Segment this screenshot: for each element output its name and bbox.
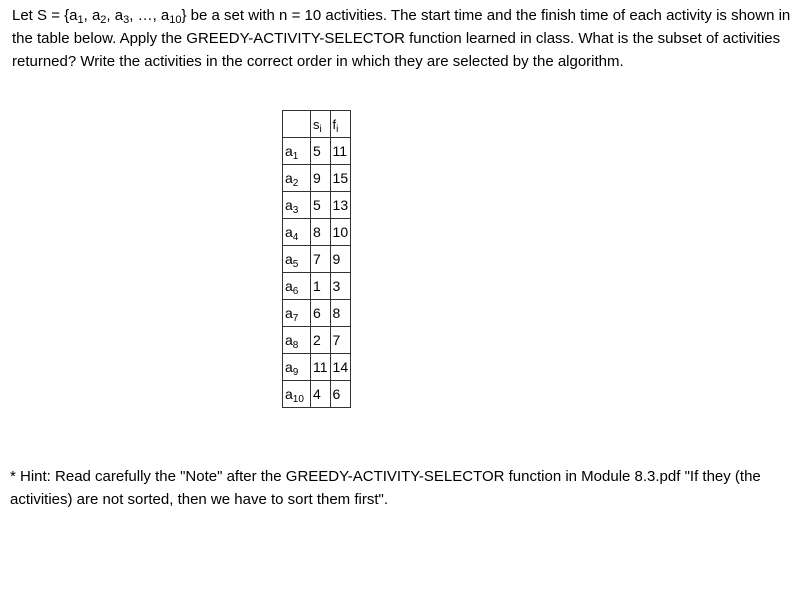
activity-name-cell: $a_8$ [283,327,311,354]
table-row [283,219,351,246]
subscript: 1 [77,14,84,26]
question-text: Let $S = \{a_1$, $a_2$, $a_3$, …, $a_{10}$} be a set with n = 10 activities. The start time and the finish time of each activity is shown in the table below. Apply the GREEDY-ACTIVITY-SELECTOR function learned in class. What is the subset of activities returned? Write the activities in the correct order in which they are selected by the algorithm. [12,7,791,70]
activity-name-cell: $a_2$ [283,165,311,192]
table-row [283,246,351,273]
table-header-row [283,111,351,138]
finish-time-cell: 6 [330,381,351,408]
subscript: 2 [100,14,107,26]
table-row [283,327,351,354]
activity-name-cell: $a_5$ [283,246,311,273]
subscript: 3 [123,14,130,26]
activity-table [282,110,351,408]
activity-name-cell: $a_4$ [283,219,311,246]
start-time-cell: 2 [311,327,331,354]
start-time-cell: 1 [311,273,331,300]
table-row [283,300,351,327]
finish-time-cell: 15 [330,165,351,192]
table-row [283,273,351,300]
finish-time-cell: 8 [330,300,351,327]
activity-name-cell: $a_7$ [283,300,311,327]
finish-time-cell: 11 [330,138,351,165]
start-time-cell: 4 [311,381,331,408]
start-time-cell: 9 [311,165,331,192]
activity-name-cell: $a_1$ [283,138,311,165]
table-row [283,192,351,219]
hint-text: * Hint: Read carefully the "Note" after the GREEDY-ACTIVITY-SELECTOR function in Module 8.3.pdf "If they (the activities) are not sorted, then we have to sort them first". [10,468,761,508]
table-row [283,138,351,165]
start-time-cell: 7 [311,246,331,273]
finish-time-cell: 9 [330,246,351,273]
start-time-cell: 11 [311,354,331,381]
table-row [283,165,351,192]
finish-time-cell: 3 [330,273,351,300]
start-time-cell: 6 [311,300,331,327]
header-finish-time: $f_i$ [330,111,351,138]
activity-name-cell: $a_9$ [283,354,311,381]
activity-name-cell: $a_3$ [283,192,311,219]
start-time-cell: 8 [311,219,331,246]
finish-time-cell: 10 [330,219,351,246]
start-time-cell: 5 [311,192,331,219]
finish-time-cell: 13 [330,192,351,219]
start-time-cell: 5 [311,138,331,165]
subscript: 10 [169,14,182,26]
table-row [283,354,351,381]
activity-name-cell: $a_6$ [283,273,311,300]
header-corner-cell [283,111,311,138]
activity-name-cell: $a_{10}$ [283,381,311,408]
header-start-time: $s_i$ [311,111,331,138]
finish-time-cell: 14 [330,354,351,381]
table-row [283,381,351,408]
finish-time-cell: 7 [330,327,351,354]
